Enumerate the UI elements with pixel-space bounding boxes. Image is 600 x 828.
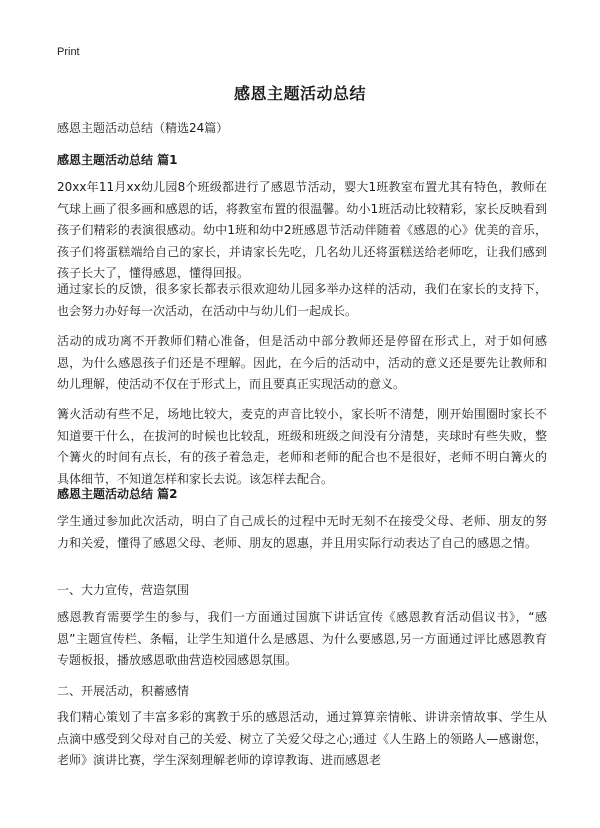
document-subtitle: 感恩主题活动总结（精选24篇） — [57, 121, 229, 135]
subsection-heading: 二、开展活动，积蓄感情 — [57, 684, 190, 698]
page-title: 感恩主题活动总结 — [233, 84, 366, 103]
subsection-heading: 一、大力宣传，营造氛围 — [57, 583, 190, 597]
paragraph: 通过家长的反馈，很多家长都表示很欢迎幼儿园多举办这样的活动，我们在家长的支持下，也会努力办好每一次活动，在活动中与幼儿们一起成长。 — [57, 282, 547, 318]
section-title: 感恩主题活动总结 篇1 — [57, 153, 178, 167]
print-label[interactable]: Print — [57, 46, 80, 58]
paragraph: 学生通过参加此次活动，明白了自己成长的过程中无时无刻不在接受父母、老师、朋友的努力和关爱，懂得了感恩父母、老师、朋友的恩惠，并且用实际行动表达了自己的感恩之情。 — [57, 514, 547, 550]
paragraph: 活动的成功离不开教师们精心准备，但是活动中部分教师还是停留在形式上，对于如何感恩，为什么感恩孩子们还是不理解。因此，在今后的活动中，活动的意义还是要先让教师和幼儿理解，使活动不仅在于形式上，而且要真正实现活动的意义。 — [57, 334, 547, 391]
paragraph: 我们精心策划了丰富多彩的寓教于乐的感恩活动，通过算算亲情帐、讲讲亲情故事、学生从点滴中感受到父母对自己的关爱、树立了关爱父母之心;通过《人生路上的领路人—感谢您，老师》演讲比赛，学生深刻理解老师的谆谆教诲、进而感恩老 — [57, 710, 547, 767]
section-title: 感恩主题活动总结 篇2 — [57, 487, 178, 501]
paragraph: 感恩教育需要学生的参与，我们一方面通过国旗下讲话宣传《感恩教育活动倡议书》，“感恩”主题宣传栏、条幅，让学生知道什么是感恩、为什么要感恩,另一方面通过评比感恩教育专题板报，播放感恩歌曲营造校园感恩氛围。 — [57, 610, 547, 667]
paragraph: 20xx年11月xx幼儿园8个班级都进行了感恩节活动，婴大1班教室布置尤其有特色，教师在气球上画了很多画和感恩的话，将教室布置的很温馨。幼小1班活动比较精彩，家长反映看到孩子们精彩的表演很感动。幼中1班和幼中2班感恩节活动伴随着《感恩的心》优美的音乐，孩子们将蛋糕端给自己的家长，并请家长先吃，几名幼儿还将蛋糕送给老师吃，让我们感到孩子长大了，懂得感恩，懂得回报。 — [57, 180, 547, 280]
paragraph: 篝火活动有些不足，场地比较大，麦克的声音比较小，家长听不清楚，刚开始围圈时家长不知道要干什么，在拔河的时候也比较乱，班级和班级之间没有分清楚，夹球时有些失败，整个篝火的时间有点长，有的孩子着急走，老师和老师的配合也不是很好，老师不明白篝火的具体细节，不知道怎样和家长去说。该怎样去配合。 — [57, 407, 547, 486]
